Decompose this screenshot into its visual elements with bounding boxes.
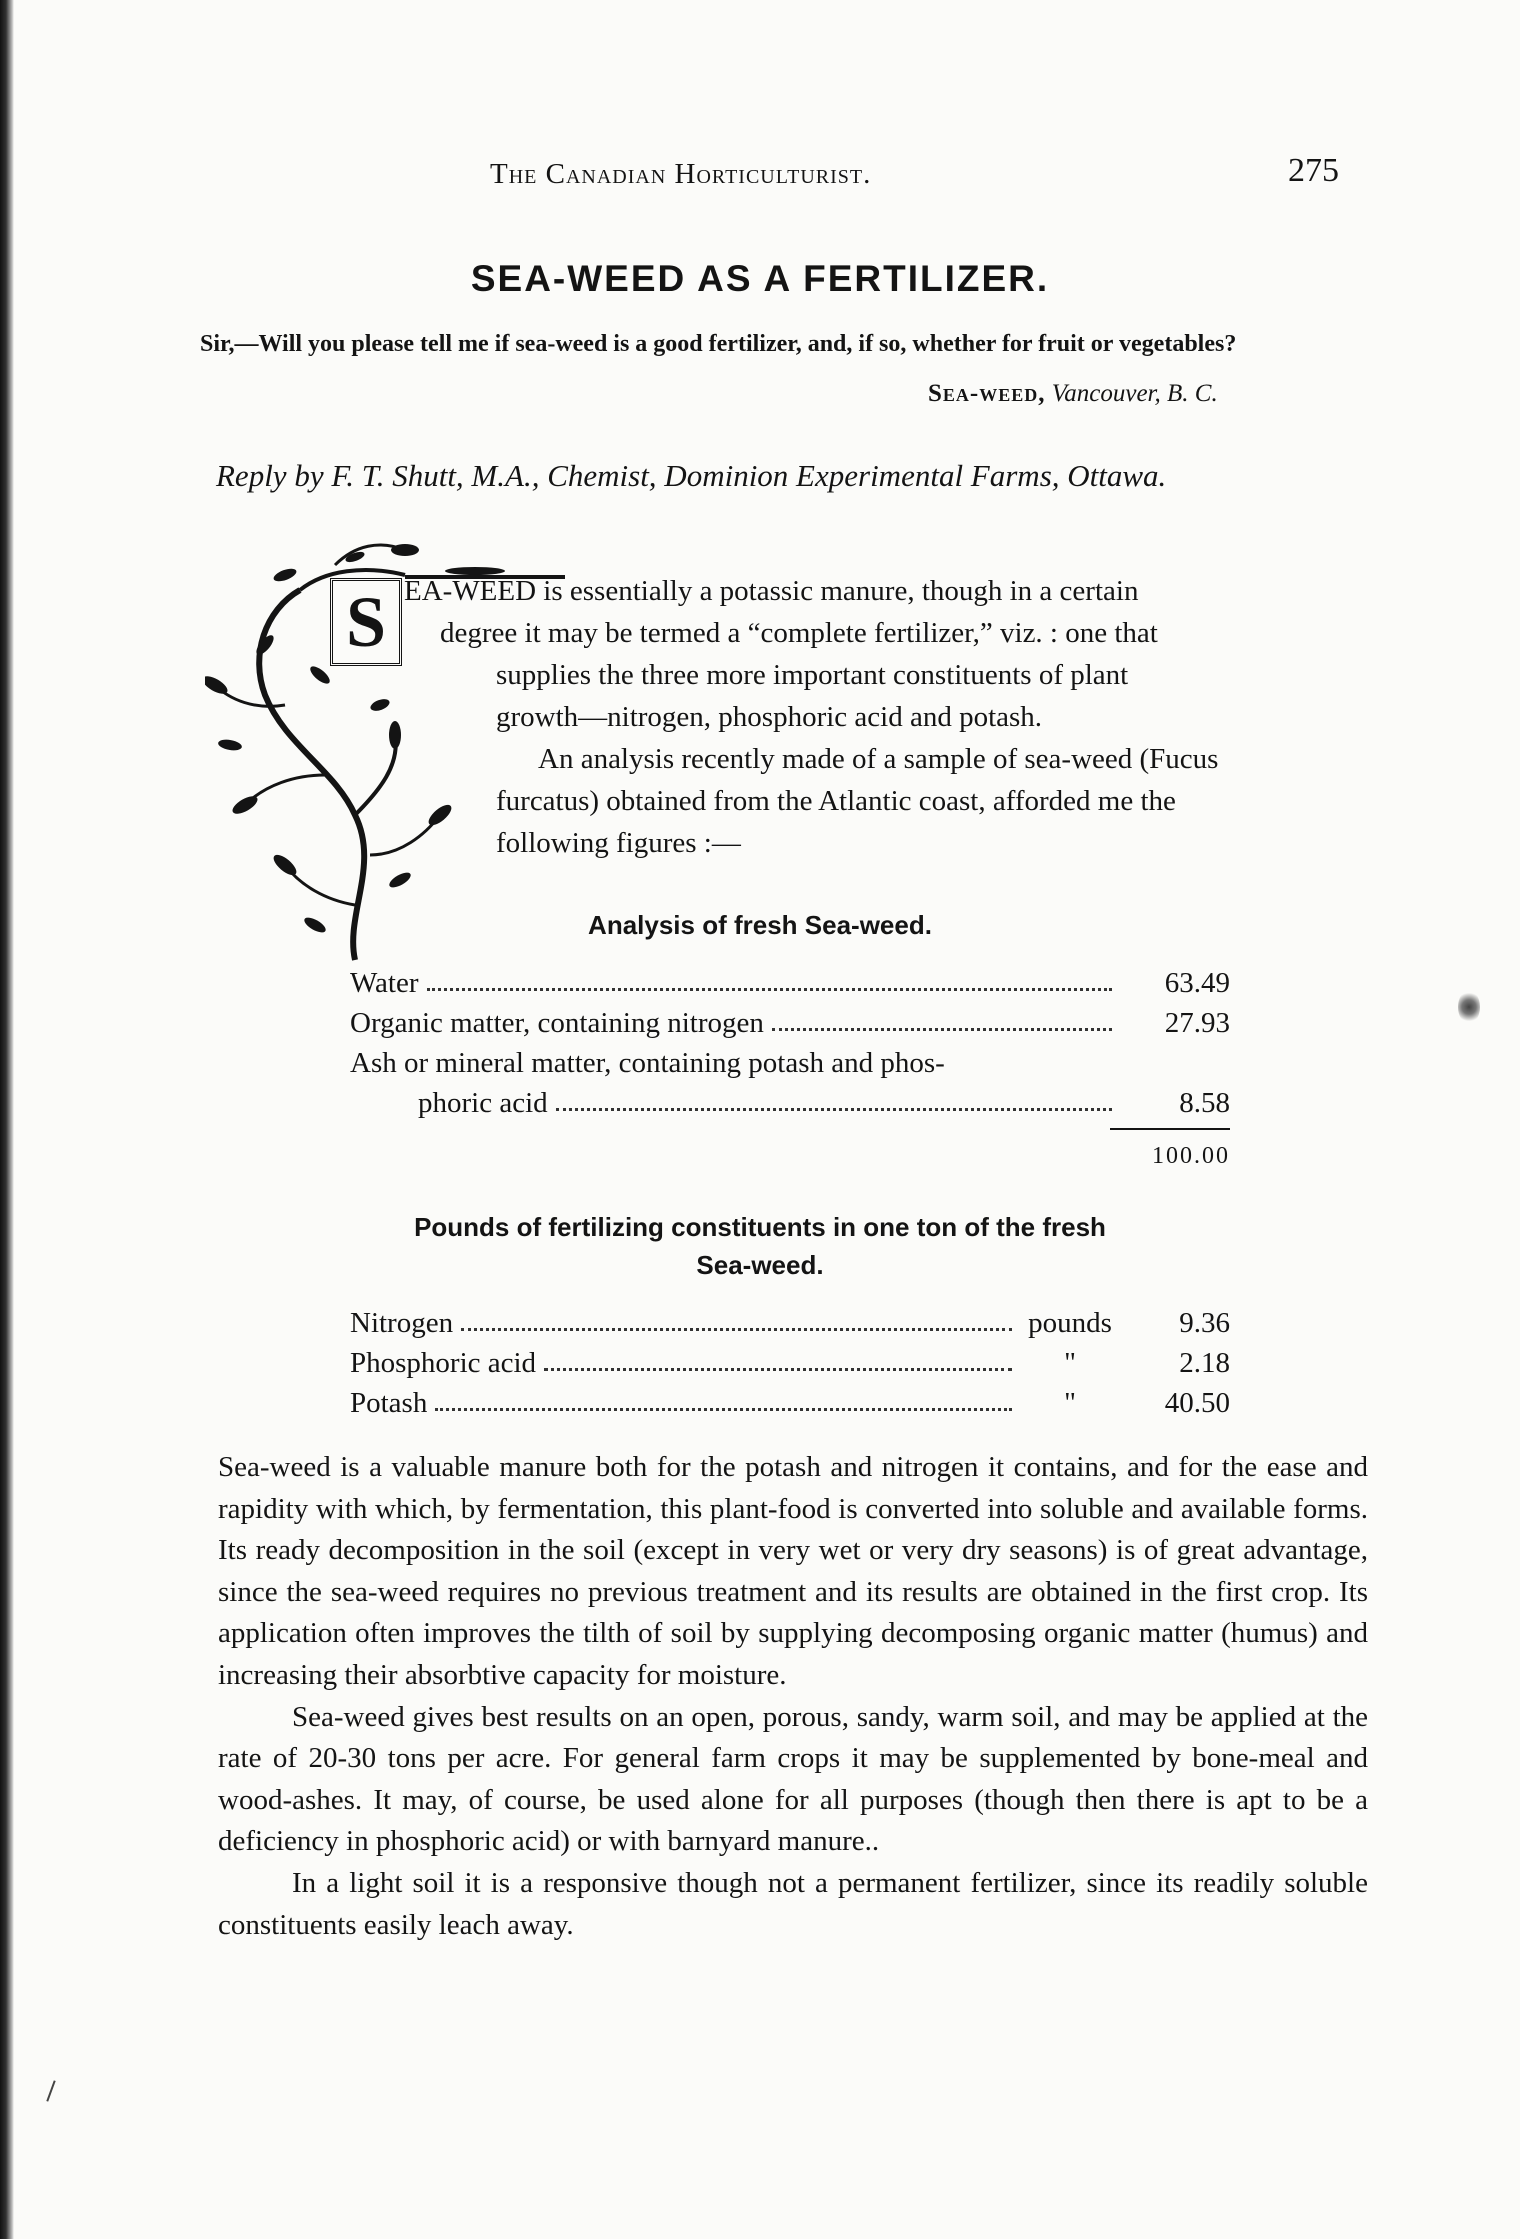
body-paragraph: Sea-weed gives best results on an open, porous, sandy, warm soil, and may be applied at the rate of 20-30 tons per acre. For general farm crops it may be supplemented by bone-meal and wood-ashes. It may, of course, be used alone for all purposes (though then there is apt to be a deficiency in phosphoric acid) or with barnyard manure.. bbox=[218, 1700, 1368, 1858]
body-text bbox=[218, 1447, 1368, 1946]
running-head: The Canadian Horticulturist. bbox=[490, 158, 872, 190]
intro-line: following figures :— bbox=[496, 827, 741, 859]
total-rule bbox=[1110, 1128, 1230, 1130]
signature-name: Sea-weed, bbox=[928, 380, 1046, 407]
pounds-row bbox=[350, 1340, 1230, 1380]
pounds-table-title: Pounds of fertilizing constituents in one ton of the fresh bbox=[414, 1212, 1106, 1242]
analysis-row bbox=[350, 1040, 1120, 1080]
pounds-row-value: 9.36 bbox=[1179, 1307, 1230, 1339]
article-title: SEA-WEED AS A FERTILIZER. bbox=[470, 258, 1050, 299]
pounds-row-label: Phosphoric acid bbox=[350, 1347, 537, 1379]
intro-line: furcatus) obtained from the Atlantic coast, afforded me the bbox=[496, 785, 1176, 817]
pounds-row bbox=[350, 1300, 1230, 1340]
pounds-table-title-line2: Sea-weed. bbox=[696, 1250, 824, 1280]
analysis-row-value: 8.58 bbox=[1179, 1087, 1230, 1119]
pounds-row-unit: " bbox=[1064, 1387, 1076, 1419]
analysis-row-label: Ash or mineral matter, containing potash and phos- bbox=[350, 1047, 945, 1079]
leader-dots bbox=[772, 1028, 1112, 1031]
signature-place: Vancouver, B. C. bbox=[1051, 380, 1218, 407]
pounds-row-unit: " bbox=[1064, 1347, 1076, 1379]
pounds-row-value: 2.18 bbox=[1179, 1347, 1230, 1379]
drop-cap: S bbox=[330, 578, 402, 666]
analysis-row bbox=[350, 1000, 1230, 1040]
leader-dots bbox=[427, 988, 1112, 991]
intro-line: EA-WEED is essentially a potassic manure, though in a certain bbox=[404, 575, 1139, 607]
intro-line: supplies the three more important constituents of plant bbox=[496, 659, 1129, 691]
analysis-row-label: Water bbox=[350, 967, 419, 999]
analysis-row-label: Organic matter, containing nitrogen bbox=[350, 1007, 764, 1039]
analysis-row bbox=[418, 1080, 1230, 1120]
analysis-row-value: 63.49 bbox=[1164, 967, 1230, 999]
page-binding-edge bbox=[0, 0, 14, 2239]
letter-text bbox=[200, 326, 1340, 362]
analysis-total: 100.00 bbox=[1152, 1143, 1230, 1169]
intro-line: An analysis recently made of a sample of sea-weed (Fucus bbox=[538, 743, 1219, 775]
leader-dots bbox=[556, 1108, 1112, 1111]
body-paragraph: Sea-weed is a valuable manure both for the potash and nitrogen it contains, and for the ease and rapidity with which, by fermentation, this plant-food is converted into soluble and available forms. Its ready decomposition in the soil (except in very wet or very dry seasons) is of great advantage, since the sea-weed requires no previous treatment and its results are obtained in the first crop. Its application often improves the tilth of soil by supplying decomposing organic matter (humus) and increasing their absorbtive capacity for moisture. bbox=[218, 1451, 1368, 1691]
leader-dots bbox=[435, 1408, 1012, 1411]
pounds-row bbox=[350, 1380, 1230, 1420]
analysis-row bbox=[350, 960, 1230, 1000]
body-paragraph: In a light soil it is a responsive though not a permanent fertilizer, since its readily soluble constituents easily leach away. bbox=[218, 1866, 1368, 1941]
scan-speck bbox=[1458, 990, 1480, 1024]
pounds-row-unit: pounds bbox=[1028, 1307, 1112, 1339]
analysis-row-value: 27.93 bbox=[1164, 1007, 1230, 1039]
intro-paragraph bbox=[345, 570, 1359, 864]
pounds-row-value: 40.50 bbox=[1164, 1387, 1230, 1419]
page-number: 275 bbox=[1288, 152, 1339, 189]
pounds-row-label: Nitrogen bbox=[350, 1307, 454, 1339]
letter-signature bbox=[928, 380, 1218, 408]
pounds-row-label: Potash bbox=[350, 1387, 428, 1419]
leader-dots bbox=[544, 1368, 1012, 1371]
intro-line: growth—nitrogen, phosphoric acid and potash. bbox=[496, 701, 1043, 733]
intro-line: degree it may be termed a “complete fertilizer,” viz. : one that bbox=[440, 617, 1158, 649]
letter-body: Sir,—Will you please tell me if sea-weed is a good fertilizer, and, if so, whether for fruit or vegetables? bbox=[200, 331, 1237, 357]
reply-byline: Reply by F. T. Shutt, M.A., Chemist, Dominion Experimental Farms, Ottawa. bbox=[216, 458, 1167, 493]
analysis-row-label: phoric acid bbox=[418, 1087, 548, 1119]
analysis-table-title: Analysis of fresh Sea-weed. bbox=[588, 910, 932, 940]
scan-mark bbox=[46, 2080, 55, 2101]
leader-dots bbox=[461, 1328, 1012, 1331]
